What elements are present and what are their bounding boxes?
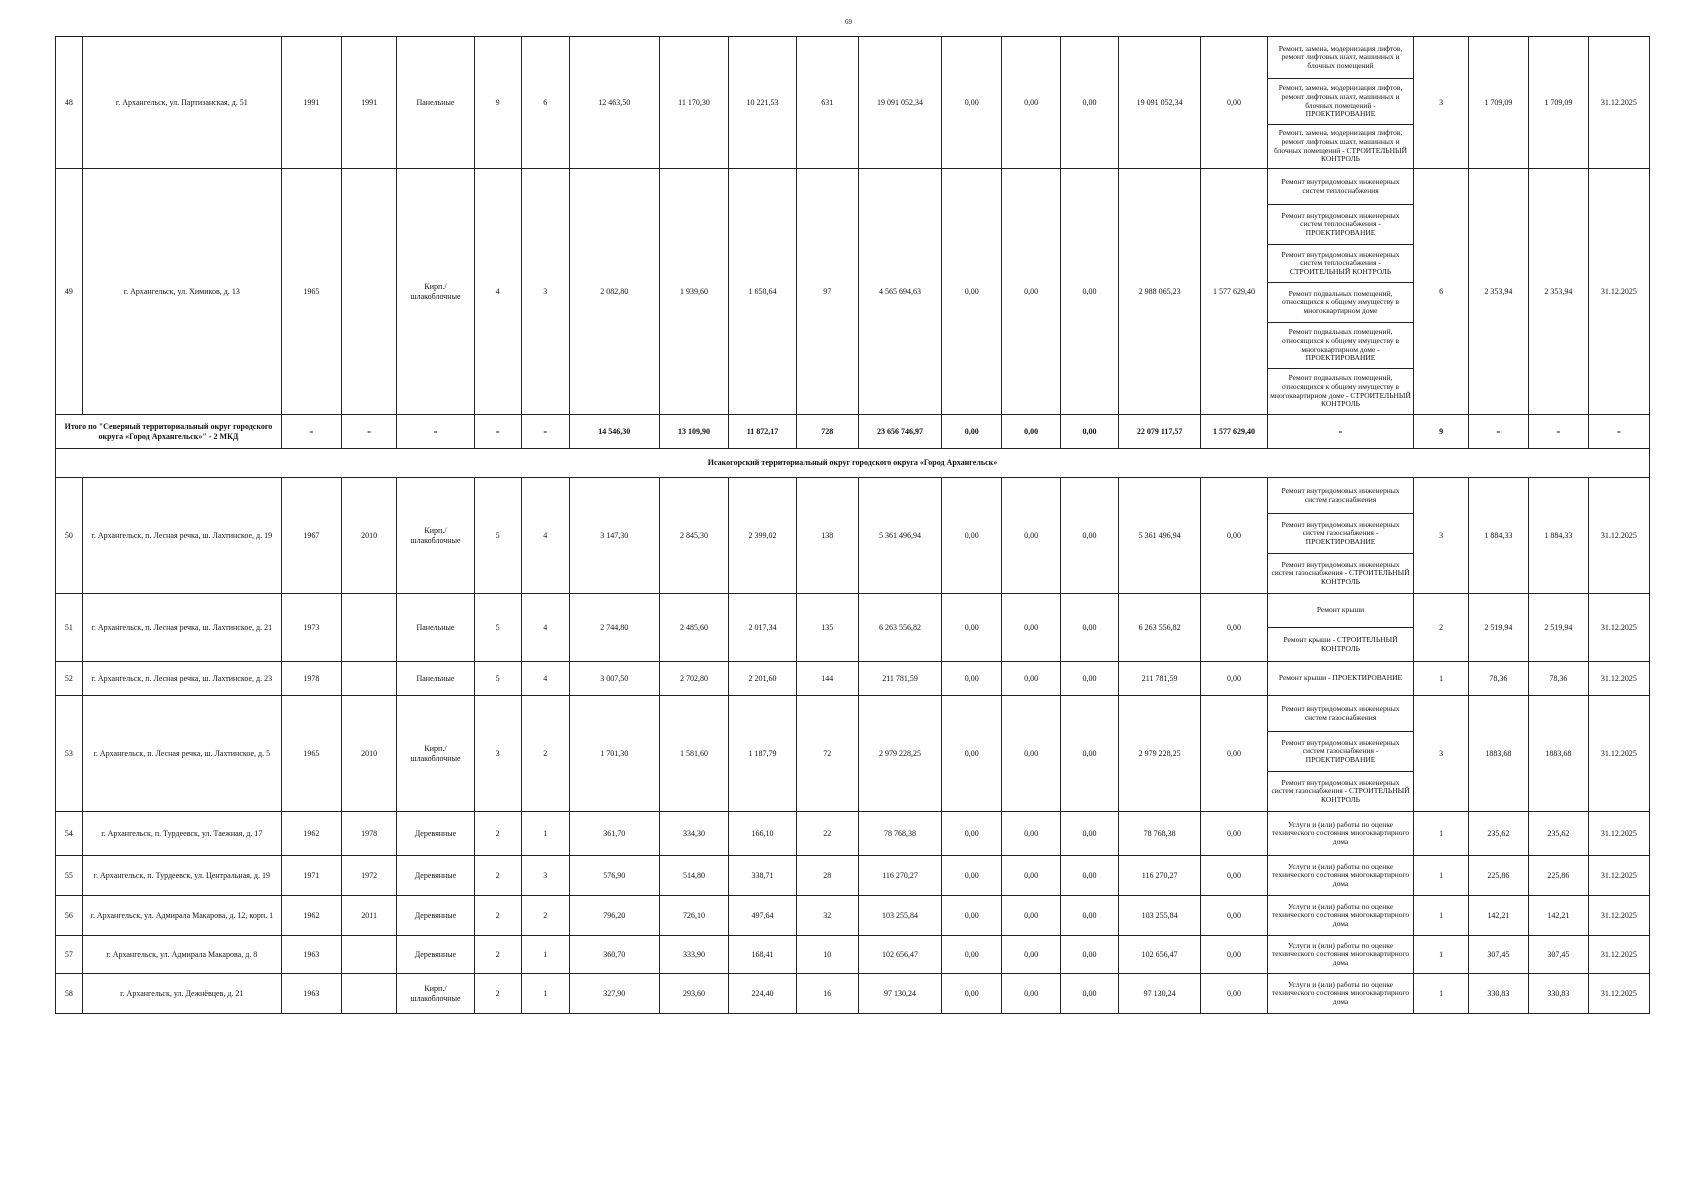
total-count: 9 [1414,415,1469,449]
works-count: 6 [1414,169,1469,415]
living-area: 10 221,53 [729,37,796,169]
max-unit-cost: 225,86 [1528,856,1588,896]
row-number: 53 [56,696,83,812]
unit-cost: 142,21 [1468,896,1528,936]
cost-federal: 0,00 [942,662,1002,696]
work-type: Ремонт внутридомовых инженерных систем теплоснабжения [1267,169,1414,205]
cost-municipal: 0,00 [1061,478,1119,594]
cost-municipal: 0,00 [1061,169,1119,415]
living-area: 1 650,64 [729,169,796,415]
max-unit-cost: 2 353,94 [1528,169,1588,415]
build-year: 1991 [281,37,341,169]
residents: 10 [796,936,858,974]
section-title: Исакогорский территориальный округ городского округа «Город Архангельск» [56,449,1650,478]
deadline-date: 31.12.2025 [1588,896,1649,936]
row-number: 57 [56,936,83,974]
work-type: Ремонт внутридомовых инженерных систем газоснабжения - СТРОИТЕЛЬНЫЙ КОНТРОЛЬ [1267,554,1414,594]
renovation-year [341,662,397,696]
cost-regional: 0,00 [1002,936,1061,974]
total-dash: - [474,415,521,449]
floors: 2 [474,812,521,856]
repair-cost-total: 4 565 694,63 [858,169,942,415]
deadline-date: 31.12.2025 [1588,594,1649,662]
cost-federal: 0,00 [942,478,1002,594]
total-row [56,415,1650,449]
max-unit-cost: 1 884,33 [1528,478,1588,594]
floors: 9 [474,37,521,169]
renovation-year [341,936,397,974]
build-year: 1962 [281,896,341,936]
premises-area: 2 702,80 [659,662,729,696]
floors: 2 [474,856,521,896]
unit-cost: 225,86 [1468,856,1528,896]
renovation-year [341,974,397,1014]
cost-federal: 0,00 [942,594,1002,662]
cost-federal: 0,00 [942,856,1002,896]
entrances: 3 [521,169,569,415]
work-type: Ремонт внутридомовых инженерных систем газоснабжения - СТРОИТЕЛЬНЫЙ КОНТРОЛЬ [1267,772,1414,812]
entrances: 1 [521,936,569,974]
cost-municipal: 0,00 [1061,896,1119,936]
cost-federal: 0,00 [942,812,1002,856]
total-cost: 0,00 [1002,415,1061,449]
premises-area: 11 170,30 [659,37,729,169]
cost-federal: 0,00 [942,696,1002,812]
row-number: 49 [56,169,83,415]
total-cost: 0,00 [1061,415,1119,449]
work-type: Услуги и (или) работы по оценке технического состояния многоквартирного дома [1267,896,1414,936]
premises-area: 1 939,60 [659,169,729,415]
entrances: 6 [521,37,569,169]
cost-other: 0,00 [1201,812,1267,856]
cost-municipal: 0,00 [1061,974,1119,1014]
repair-cost-total: 116 270,27 [858,856,942,896]
north-district-rows [56,37,1650,415]
repair-cost-total: 78 768,38 [858,812,942,856]
renovation-year: 1972 [341,856,397,896]
section-header-row [56,449,1650,478]
max-unit-cost: 1 709,09 [1528,37,1588,169]
north-district-total [56,415,1650,478]
row-number: 54 [56,812,83,856]
total-area: 360,70 [569,936,659,974]
total-area: 3 007,50 [569,662,659,696]
build-year: 1962 [281,812,341,856]
wall-material: Панельные [397,37,474,169]
entrances: 4 [521,662,569,696]
total-cost: 1 577 629,40 [1201,415,1267,449]
cost-municipal: 0,00 [1061,662,1119,696]
cost-owners: 5 361 496,94 [1118,478,1200,594]
residents: 22 [796,812,858,856]
work-type: Ремонт крыши [1267,594,1414,628]
row-number: 56 [56,896,83,936]
total-area: 576,90 [569,856,659,896]
total-area: 12 463,50 [569,37,659,169]
cost-owners: 19 091 052,34 [1118,37,1200,169]
floors: 2 [474,936,521,974]
max-unit-cost: 142,21 [1528,896,1588,936]
cost-owners: 102 656,47 [1118,936,1200,974]
entrances: 3 [521,856,569,896]
cost-owners: 211 781,59 [1118,662,1200,696]
cost-owners: 78 768,38 [1118,812,1200,856]
page-number: 69 [845,18,852,26]
house-row [56,812,1650,856]
cost-owners: 116 270,27 [1118,856,1200,896]
entrances: 4 [521,594,569,662]
total-dash: - [1588,415,1649,449]
deadline-date: 31.12.2025 [1588,478,1649,594]
address: г. Архангельск, п. Турдеевск, ул. Центральная, д. 19 [82,856,281,896]
residents: 144 [796,662,858,696]
cost-regional: 0,00 [1002,896,1061,936]
living-area: 166,10 [729,812,796,856]
work-type: Ремонт, замена, модернизация лифтов, ремонт лифтовых шахт, машинных и блочных помещений - СТРОИТЕЛЬНЫЙ КОНТРОЛЬ [1267,125,1414,169]
total-area: 327,90 [569,974,659,1014]
cost-owners: 97 130,24 [1118,974,1200,1014]
unit-cost: 78,36 [1468,662,1528,696]
wall-material: Кирп./ шлакоблочные [397,696,474,812]
cost-municipal: 0,00 [1061,856,1119,896]
address: г. Архангельск, п. Турдеевск, ул. Таежная, д. 17 [82,812,281,856]
build-year: 1963 [281,936,341,974]
build-year: 1967 [281,478,341,594]
wall-material: Деревянные [397,936,474,974]
works-count: 3 [1414,696,1469,812]
premises-area: 1 581,60 [659,696,729,812]
residents: 16 [796,974,858,1014]
total-dash: - [1267,415,1414,449]
house-row [56,169,1650,205]
work-type: Ремонт внутридомовых инженерных систем газоснабжения [1267,696,1414,732]
works-count: 2 [1414,594,1469,662]
max-unit-cost: 235,62 [1528,812,1588,856]
deadline-date: 31.12.2025 [1588,812,1649,856]
build-year: 1965 [281,696,341,812]
wall-material: Панельные [397,594,474,662]
work-type: Услуги и (или) работы по оценке технического состояния многоквартирного дома [1267,974,1414,1014]
cost-other: 0,00 [1201,594,1267,662]
total-area: 2 082,80 [569,169,659,415]
total-area: 2 744,80 [569,594,659,662]
cost-federal: 0,00 [942,169,1002,415]
renovation-year: 2010 [341,478,397,594]
repair-cost-total: 211 781,59 [858,662,942,696]
work-type: Ремонт подвальных помещений, относящихся к общему имуществу в многоквартирном доме - ПРОЕКТИРОВАНИЕ [1267,323,1414,369]
cost-federal: 0,00 [942,936,1002,974]
house-row [56,37,1650,79]
max-unit-cost: 2 519,94 [1528,594,1588,662]
address: г. Архангельск, ул. Дежнёвцев, д. 21 [82,974,281,1014]
house-row [56,594,1650,628]
wall-material: Кирп./ шлакоблочные [397,974,474,1014]
cost-municipal: 0,00 [1061,936,1119,974]
cost-owners: 6 263 556,82 [1118,594,1200,662]
work-type: Ремонт внутридомовых инженерных систем газоснабжения - ПРОЕКТИРОВАНИЕ [1267,514,1414,554]
renovation-year [341,594,397,662]
cost-other: 0,00 [1201,896,1267,936]
cost-municipal: 0,00 [1061,37,1119,169]
unit-cost: 2 353,94 [1468,169,1528,415]
total-cost: 0,00 [942,415,1002,449]
total-label: Итого по "Северный территориальный округ городского округа «Город Архангельск»" - 2 МКД [56,415,282,449]
living-area: 168,41 [729,936,796,974]
cost-other: 0,00 [1201,37,1267,169]
house-row [56,974,1650,1014]
renovation-year [341,169,397,415]
renovation-year: 1978 [341,812,397,856]
work-type: Ремонт внутридомовых инженерных систем теплоснабжения - ПРОЕКТИРОВАНИЕ [1267,205,1414,245]
row-number: 52 [56,662,83,696]
build-year: 1963 [281,974,341,1014]
address: г. Архангельск, ул. Партизанская, д. 51 [82,37,281,169]
build-year: 1965 [281,169,341,415]
cost-federal: 0,00 [942,974,1002,1014]
deadline-date: 31.12.2025 [1588,662,1649,696]
work-type: Ремонт крыши - ПРОЕКТИРОВАНИЕ [1267,662,1414,696]
cost-federal: 0,00 [942,896,1002,936]
premises-area: 293,60 [659,974,729,1014]
house-row [56,478,1650,514]
total-area: 361,70 [569,812,659,856]
total-area: 11 872,17 [729,415,796,449]
work-type: Ремонт крыши - СТРОИТЕЛЬНЫЙ КОНТРОЛЬ [1267,628,1414,662]
work-type: Услуги и (или) работы по оценке технического состояния многоквартирного дома [1267,936,1414,974]
cost-owners: 2 979 228,25 [1118,696,1200,812]
deadline-date: 31.12.2025 [1588,696,1649,812]
wall-material: Деревянные [397,856,474,896]
row-number: 51 [56,594,83,662]
cost-other: 0,00 [1201,478,1267,594]
address: г. Архангельск, п. Лесная речка, ш. Лахтинское, д. 5 [82,696,281,812]
entrances: 1 [521,974,569,1014]
residents: 138 [796,478,858,594]
floors: 4 [474,169,521,415]
total-dash: - [1528,415,1588,449]
repair-cost-total: 97 130,24 [858,974,942,1014]
wall-material: Деревянные [397,896,474,936]
works-count: 1 [1414,896,1469,936]
build-year: 1973 [281,594,341,662]
work-type: Ремонт внутридомовых инженерных систем газоснабжения [1267,478,1414,514]
repair-cost-total: 103 255,84 [858,896,942,936]
address: г. Архангельск, ул. Адмирала Макарова, д. 8 [82,936,281,974]
house-row [56,662,1650,696]
cost-regional: 0,00 [1002,37,1061,169]
cost-other: 0,00 [1201,974,1267,1014]
residents: 72 [796,696,858,812]
work-type: Ремонт внутридомовых инженерных систем теплоснабжения - СТРОИТЕЛЬНЫЙ КОНТРОЛЬ [1267,245,1414,283]
repair-cost-total: 19 091 052,34 [858,37,942,169]
cost-regional: 0,00 [1002,594,1061,662]
repair-cost-total: 6 263 556,82 [858,594,942,662]
cost-regional: 0,00 [1002,974,1061,1014]
work-type: Ремонт, замена, модернизация лифтов, ремонт лифтовых шахт, машинных и блочных помещений - ПРОЕКТИРОВАНИЕ [1267,79,1414,125]
build-year: 1971 [281,856,341,896]
house-row [56,896,1650,936]
entrances: 1 [521,812,569,856]
total-cost: 22 079 117,57 [1118,415,1200,449]
renovation-year: 2011 [341,896,397,936]
residents: 135 [796,594,858,662]
work-type: Ремонт подвальных помещений, относящихся к общему имуществу в многоквартирном доме - СТРОИТЕЛЬНЫЙ КОНТРОЛЬ [1267,369,1414,415]
floors: 2 [474,974,521,1014]
unit-cost: 330,83 [1468,974,1528,1014]
repair-cost-total: 2 979 228,25 [858,696,942,812]
total-area: 1 701,30 [569,696,659,812]
cost-owners: 2 988 065,23 [1118,169,1200,415]
total-dash: - [397,415,474,449]
unit-cost: 307,45 [1468,936,1528,974]
house-row [56,936,1650,974]
floors: 5 [474,478,521,594]
capital-repair-register-table [55,36,1650,1014]
address: г. Архангельск, ул. Адмирала Макарова, д. 12, корп. 1 [82,896,281,936]
total-area: 796,20 [569,896,659,936]
work-type: Ремонт подвальных помещений, относящихся к общему имуществу в многоквартирном доме [1267,283,1414,323]
total-dash: - [281,415,341,449]
works-count: 1 [1414,936,1469,974]
residents: 97 [796,169,858,415]
cost-owners: 103 255,84 [1118,896,1200,936]
premises-area: 334,30 [659,812,729,856]
works-count: 1 [1414,974,1469,1014]
premises-area: 726,10 [659,896,729,936]
row-number: 55 [56,856,83,896]
address: г. Архангельск, п. Лесная речка, ш. Лахтинское, д. 19 [82,478,281,594]
cost-other: 0,00 [1201,696,1267,812]
works-count: 1 [1414,662,1469,696]
total-dash: - [341,415,397,449]
living-area: 224,40 [729,974,796,1014]
cost-regional: 0,00 [1002,478,1061,594]
residents: 32 [796,896,858,936]
unit-cost: 235,62 [1468,812,1528,856]
repair-cost-total: 5 361 496,94 [858,478,942,594]
address: г. Архангельск, ул. Химиков, д. 13 [82,169,281,415]
living-area: 338,71 [729,856,796,896]
total-dash: - [521,415,569,449]
residents: 631 [796,37,858,169]
premises-area: 333,90 [659,936,729,974]
living-area: 2 017,34 [729,594,796,662]
works-count: 1 [1414,812,1469,856]
unit-cost: 1883,68 [1468,696,1528,812]
living-area: 2 399,02 [729,478,796,594]
premises-area: 514,80 [659,856,729,896]
cost-other: 0,00 [1201,662,1267,696]
unit-cost: 2 519,94 [1468,594,1528,662]
cost-regional: 0,00 [1002,662,1061,696]
deadline-date: 31.12.2025 [1588,936,1649,974]
cost-other: 0,00 [1201,936,1267,974]
max-unit-cost: 1883,68 [1528,696,1588,812]
cost-municipal: 0,00 [1061,812,1119,856]
work-type: Услуги и (или) работы по оценке технического состояния многоквартирного дома [1267,812,1414,856]
living-area: 1 187,79 [729,696,796,812]
floors: 5 [474,594,521,662]
isakogorsky-district-rows [56,478,1650,1014]
floors: 3 [474,696,521,812]
max-unit-cost: 78,36 [1528,662,1588,696]
renovation-year: 2010 [341,696,397,812]
entrances: 2 [521,896,569,936]
deadline-date: 31.12.2025 [1588,974,1649,1014]
works-count: 1 [1414,856,1469,896]
total-cost: 23 656 746,97 [858,415,942,449]
row-number: 50 [56,478,83,594]
floors: 2 [474,896,521,936]
cost-regional: 0,00 [1002,169,1061,415]
cost-other: 0,00 [1201,856,1267,896]
works-count: 3 [1414,37,1469,169]
entrances: 2 [521,696,569,812]
work-type: Ремонт, замена, модернизация лифтов, ремонт лифтовых шахт, машинных и блочных помещений [1267,37,1414,79]
entrances: 4 [521,478,569,594]
address: г. Архангельск, п. Лесная речка, ш. Лахтинское, д. 21 [82,594,281,662]
deadline-date: 31.12.2025 [1588,856,1649,896]
address: г. Архангельск, п. Лесная речка, ш. Лахтинское, д. 23 [82,662,281,696]
total-dash: - [1468,415,1528,449]
unit-cost: 1 884,33 [1468,478,1528,594]
living-area: 497,64 [729,896,796,936]
deadline-date: 31.12.2025 [1588,169,1649,415]
residents: 28 [796,856,858,896]
max-unit-cost: 330,83 [1528,974,1588,1014]
work-type: Услуги и (или) работы по оценке технического состояния многоквартирного дома [1267,856,1414,896]
cost-municipal: 0,00 [1061,696,1119,812]
cost-regional: 0,00 [1002,696,1061,812]
wall-material: Деревянные [397,812,474,856]
living-area: 2 201,60 [729,662,796,696]
cost-municipal: 0,00 [1061,594,1119,662]
works-count: 3 [1414,478,1469,594]
cost-regional: 0,00 [1002,856,1061,896]
max-unit-cost: 307,45 [1528,936,1588,974]
repair-cost-total: 102 656,47 [858,936,942,974]
house-row [56,696,1650,732]
wall-material: Кирп./ шлакоблочные [397,478,474,594]
row-number: 58 [56,974,83,1014]
work-type: Ремонт внутридомовых инженерных систем газоснабжения - ПРОЕКТИРОВАНИЕ [1267,732,1414,772]
total-area: 3 147,30 [569,478,659,594]
floors: 5 [474,662,521,696]
deadline-date: 31.12.2025 [1588,37,1649,169]
house-row [56,856,1650,896]
wall-material: Кирп./ шлакоблочные [397,169,474,415]
premises-area: 2 485,60 [659,594,729,662]
build-year: 1978 [281,662,341,696]
renovation-year: 1991 [341,37,397,169]
total-area: 14 546,30 [569,415,659,449]
wall-material: Панельные [397,662,474,696]
unit-cost: 1 709,09 [1468,37,1528,169]
total-residents: 728 [796,415,858,449]
row-number: 48 [56,37,83,169]
cost-other: 1 577 629,40 [1201,169,1267,415]
total-area: 13 109,90 [659,415,729,449]
cost-regional: 0,00 [1002,812,1061,856]
premises-area: 2 845,30 [659,478,729,594]
cost-federal: 0,00 [942,37,1002,169]
